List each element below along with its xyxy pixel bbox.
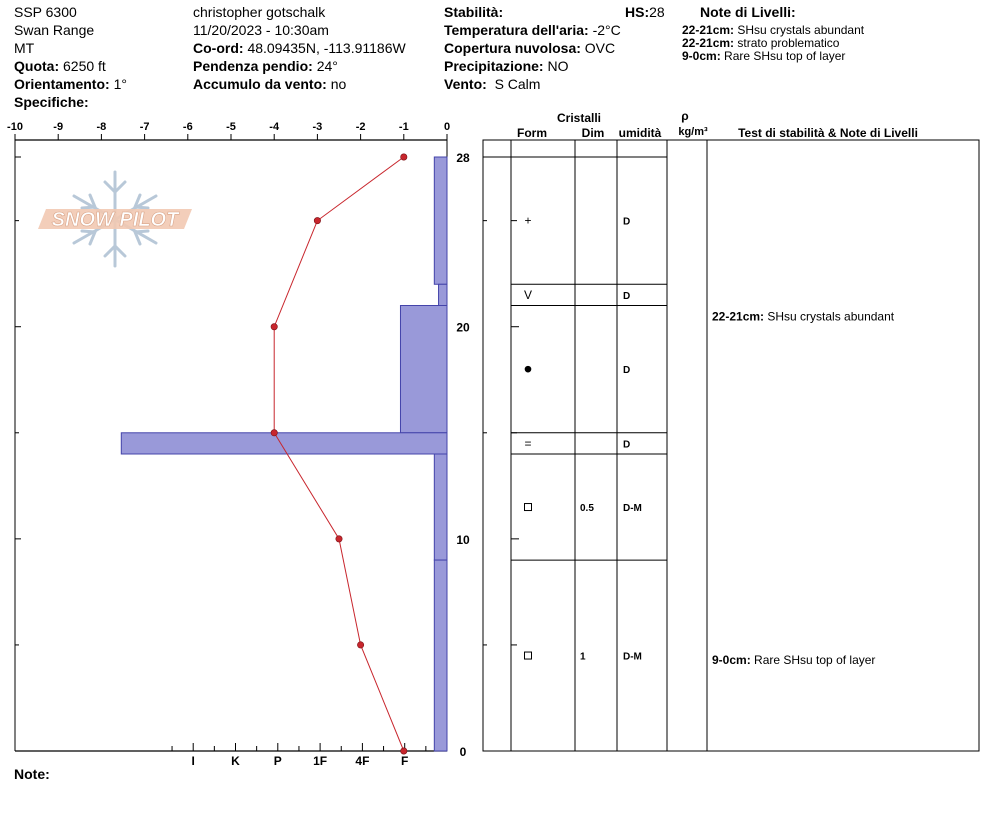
layer-note-text: SHsu crystals abundant [767, 309, 895, 324]
hardness-bar [434, 560, 447, 751]
coord-label: Co-ord: [193, 40, 244, 56]
layer-note-depth: 22-21cm: [682, 23, 735, 37]
precip-label: Precipitazione: [444, 58, 544, 74]
layer-note-text: SHsu crystals abundant [737, 23, 865, 37]
snowpilot-logo [38, 172, 192, 266]
grain-form-symbol: + [524, 213, 532, 228]
slope-value: 24° [316, 58, 338, 74]
hardness-bar [434, 454, 447, 560]
state-name: MT [14, 40, 35, 56]
form-header: Form [517, 126, 547, 140]
logo-text: SNOW PILOT [51, 209, 179, 231]
sky-value: OVC [584, 40, 616, 56]
layer-notes-title: Note di Livelli: [700, 4, 796, 20]
air-temp-label: Temperatura dell'aria: [444, 22, 589, 38]
height-tick-label: 0 [459, 745, 467, 759]
hardness-tick-label: 1F [313, 754, 328, 768]
layer-note-text: strato problematico [737, 36, 840, 50]
wind-load-label: Accumulo da vento: [193, 76, 327, 92]
temp-tick-label: -10 [7, 121, 23, 133]
temp-tick-label: -6 [182, 121, 193, 133]
precip-value: NO [547, 58, 569, 74]
hardness-tick-label: F [401, 754, 409, 768]
coord-value: 48.09435N, -113.91186W [247, 40, 406, 56]
grain-form-symbol: V [523, 287, 533, 302]
layer-note-text: Rare SHsu top of layer [754, 652, 876, 667]
height-tick-label: 20 [456, 320, 470, 335]
temp-tick-label: -9 [53, 121, 64, 133]
sky-label: Copertura nuvolosa: [444, 40, 581, 56]
slope-label: Pendenza pendio: [193, 58, 313, 74]
temperature-point [357, 642, 363, 648]
grain-form-facet [525, 504, 532, 511]
moisture-value: D [623, 439, 631, 451]
grain-form-melt [525, 366, 532, 373]
hs-label: HS: [625, 4, 650, 20]
temperature-axis [7, 121, 450, 140]
aspect-value: 1° [113, 76, 127, 92]
temperature-point [336, 536, 342, 542]
layer-note-depth: 22-21cm: [682, 36, 735, 50]
air-temp-value: -2°C [592, 22, 621, 38]
temp-tick-label: -5 [226, 121, 236, 133]
density-symbol: ρ [681, 109, 689, 123]
temp-tick-label: -7 [139, 121, 150, 133]
hardness-tick-label: K [231, 754, 240, 768]
wind-label: Vento: [444, 76, 487, 92]
specifics-label: Specifiche: [14, 94, 89, 110]
layer-note-text: Rare SHsu top of layer [724, 49, 846, 63]
grain-form-symbol: = [524, 436, 532, 451]
hardness-bar [434, 157, 447, 284]
temperature-point [401, 748, 407, 754]
height-tick-label: 10 [456, 532, 470, 547]
grain-size: 0.5 [580, 503, 594, 515]
layer-rows [483, 157, 895, 751]
temp-tick-label: -4 [269, 121, 280, 133]
datetime: 11/20/2023 - 10:30am [193, 22, 329, 38]
aspect-label: Orientamento: [14, 76, 110, 92]
layers-table [483, 109, 979, 751]
crystals-header: Cristalli [556, 111, 602, 125]
notes-label: Note: [14, 766, 50, 782]
temperature-point [401, 154, 407, 160]
temperature-point [271, 430, 277, 436]
temperature-point [271, 324, 277, 330]
site-name: SSP 6300 [14, 4, 77, 20]
layer-note-depth: 9-0cm: [712, 652, 755, 667]
temp-tick-label: -1 [398, 121, 409, 133]
hardness-bar [121, 433, 447, 454]
wind-value: S Calm [494, 76, 541, 92]
moisture-value: D [623, 216, 631, 228]
density-unit: kg/m³ [678, 126, 708, 138]
moisture-value: D-M [623, 651, 642, 663]
hardness-bar [439, 284, 447, 305]
moisture-header: umidità [618, 126, 662, 140]
height-tick-label: 28 [456, 151, 470, 165]
moisture-value: D-M [623, 503, 642, 515]
temp-tick-label: 0 [443, 121, 451, 133]
range-name: Swan Range [14, 22, 95, 38]
hardness-tick-label: 4F [355, 754, 370, 768]
hs-value: 28 [649, 4, 665, 20]
moisture-value: D [623, 365, 631, 377]
hardness-tick-label: P [273, 754, 282, 768]
hardness-tick-label: I [191, 754, 195, 768]
layer-note-depth: 22-21cm: [712, 309, 768, 324]
hardness-profile [121, 157, 447, 751]
hardness-bar [400, 306, 447, 433]
hardness-axis [172, 743, 426, 768]
size-header: Dim [581, 126, 605, 140]
layer-note [712, 310, 895, 324]
temp-tick-label: -3 [312, 121, 323, 133]
notes-header: Test di stabilità & Note di Livelli [738, 126, 918, 140]
stability-label: Stabilità: [444, 4, 504, 20]
wind-load-value: no [330, 76, 347, 92]
elevation-label: Quota: [14, 58, 60, 74]
layer-note-depth: 9-0cm: [682, 49, 721, 63]
moisture-value: D [623, 290, 631, 302]
elevation-value: 6250 ft [63, 58, 106, 74]
temp-tick-label: -8 [96, 121, 107, 133]
temp-tick-label: -2 [355, 121, 366, 133]
layer-note [712, 653, 875, 667]
temperature-point [314, 217, 320, 223]
grain-form-facet [525, 652, 532, 659]
grain-size: 1 [580, 651, 586, 663]
observer: christopher gotschalk [193, 4, 326, 20]
